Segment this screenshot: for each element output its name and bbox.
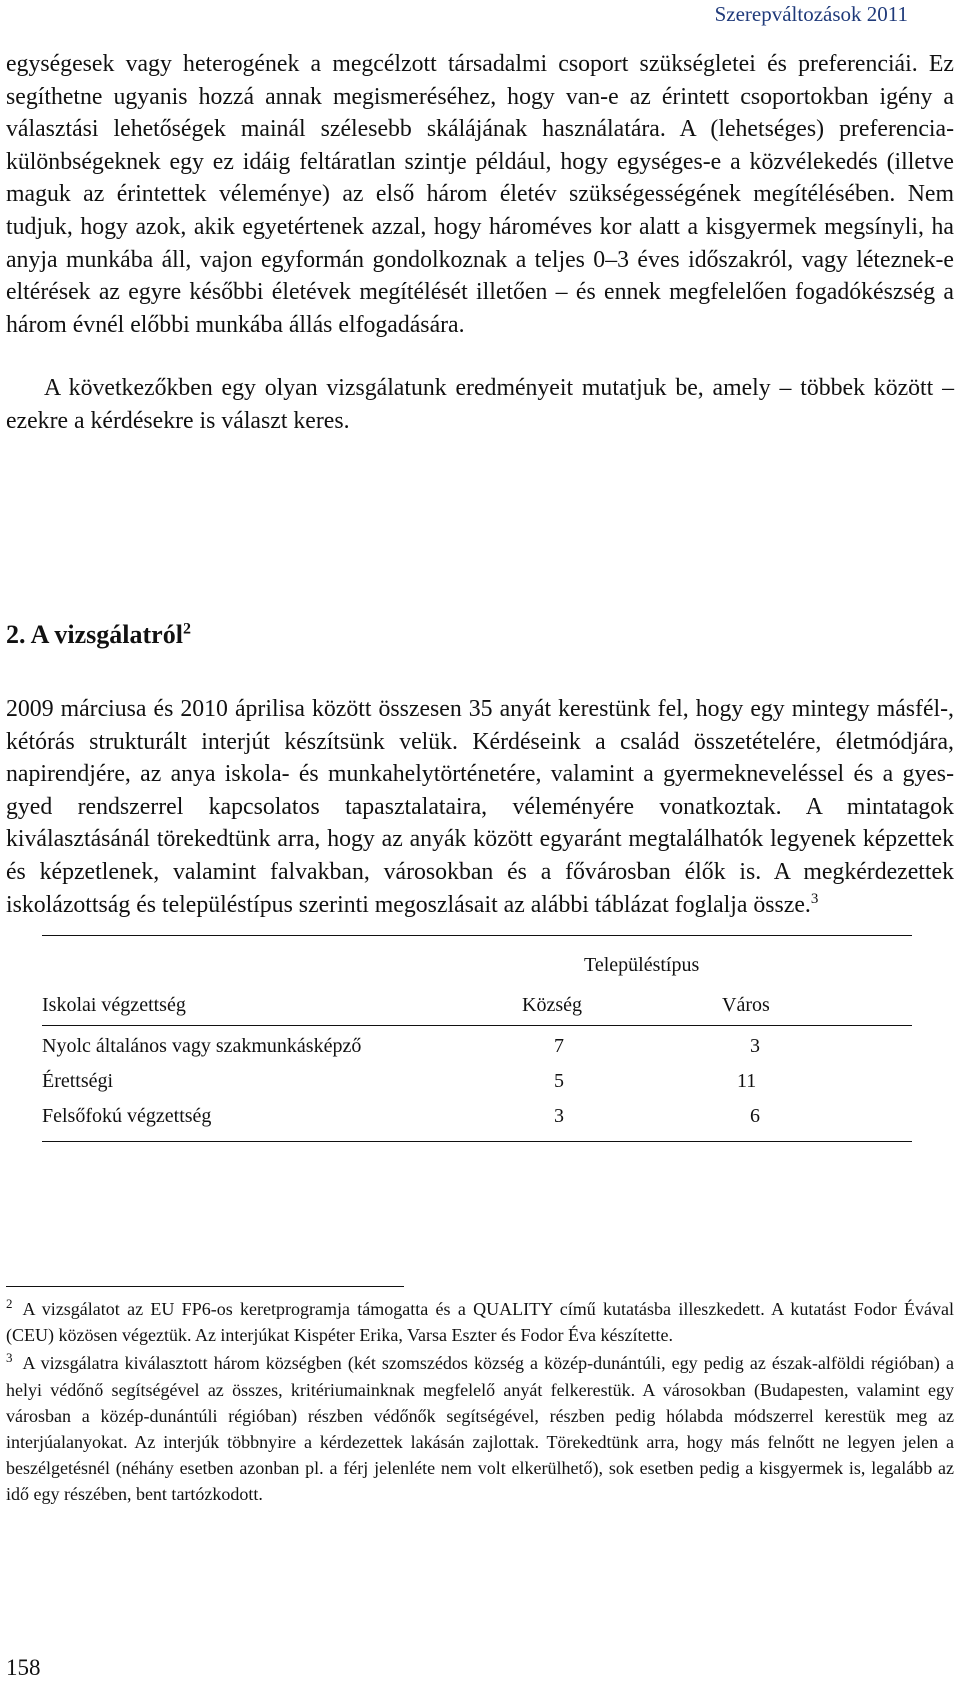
intro-paragraph-2: A következőkben egy olyan vizsgálatunk eredményeit mutatjuk be, amely – többek között – ezekre a kérdésekre is választ keres.	[6, 375, 954, 434]
footnote-ref-2[interactable]: 2	[182, 620, 191, 638]
footnote-text: A vizsgálatot az EU FP6-os keretprogramja támogatta és a QUALITY című kutatásba illeszkedett. A kutatást Fodor Évával (CEU) közösen végeztük. Az interjúkat Kispéter Erika, Varsa Eszter és Fodor Éva készítette.	[6, 1299, 954, 1346]
table-cell-kozseg: 3	[554, 1105, 564, 1127]
table-top-rule	[42, 935, 912, 936]
footnote-number: 3	[6, 1350, 13, 1366]
table-cell-varos: 6	[750, 1105, 760, 1127]
table-row-header: Iskolai végzettség	[42, 994, 186, 1016]
table-row-label: Felsőfokú végzettség	[42, 1105, 212, 1127]
column-header-kozseg: Község	[522, 994, 582, 1016]
section-heading: 2. A vizsgálatról$^2$	[6, 620, 191, 649]
table-cell-kozseg: 7	[554, 1035, 564, 1057]
footnote-text: A vizsgálatra kiválasztott három községben (két szomszédos község a közép-dunántúli, egy pedig az észak-alföldi régióban) a helyi védőnő segítségével az összes, kritériumainknak megfelelő anyát felkerestük. A városokban (Budapesten, valamint egy városban a közép-dunántúli régióban) részben védőnők segítségével, részben pedig hólabda módszerrel kerestük meg az interjúalanyokat. Az interjúk többnyire a kérdezettek lakásán zajlottak. Törekedtünk arra, hogy más felnőtt ne legyen jelen a beszélgetésnél (néhány esetben azonban pl. a férj jelenléte nem volt elkerülhető), sok esetben pedig a kisgyermek is, legalább az idő egy részében, bent tartózkodott.	[6, 1353, 954, 1505]
section-paragraph: 2009 márciusa és 2010 áprilisa között összesen 35 anyát kerestünk fel, hogy egy mintegy másfél-, kétórás strukturált interjút készítsünk velük. Kérdéseink a család összetételére, életmódjára, napirendjére, az anya iskola- és munkahelytörténetére, valamint a gyermekneveléssel és a gyes-gyed rendszerrel kapcsolatos tapasztalataira, véleményére vonatkoztak. A mintatagok kiválasztásánál törekedtünk arra, hogy az anyák között egyaránt megtalálhatók legyenek képzettek és képzetlenek, valamint falvakban, városokban és a fővárosban élők is. A megkérdezettek iskolázottság és településtípus szerinti megoszlásait az alábbi táblázat foglalja össze.$^3$	[6, 696, 954, 918]
table-row-label: Nyolc általános vagy szakmunkásképző	[42, 1035, 362, 1057]
footnote	[6, 1350, 954, 1507]
footnote-number: 2	[6, 1296, 13, 1311]
footnotes	[6, 1296, 954, 1510]
table-row-label: Érettségi	[42, 1070, 114, 1092]
table-bottom-rule	[42, 1141, 912, 1142]
table-header-rule	[42, 1025, 912, 1026]
table-cell-kozseg: 5	[554, 1070, 564, 1092]
intro-paragraph: egységesek vagy heterogének a megcélzott társadalmi csoport szükségletei és preferenciái. Ez segíthetne ugyanis hozzá annak megismeréséhez, hogy van-e az érintett csoportokban igény a választási lehetőségek mainál szélesebb skálájának használatára. A (lehetséges) preferencia-különbségeknek egy ez idáig feltáratlan szintje például, hogy egységes-e a közvélekedés (illetve maguk az érintettek véleménye) az első három életév szükségességének megítélésében. Nem tudjuk, hogy azok, akik egyetértenek azzal, hogy hároméves kor alatt a kisgyermek megsínyli, ha anyja munkába áll, vajon egyformán gondolkoznak a teljes 0–3 éves időszakról, vagy léteznek-e eltérések az egyre későbbi életévek megítélését illetően – és ennek megfelelően fogadókészség a három évnél előbbi munkába állás elfogadására.	[6, 51, 954, 338]
footnote-ref-3[interactable]: 3	[810, 890, 819, 907]
table-cell-varos: 11	[737, 1070, 757, 1092]
table-cell-varos: 3	[750, 1035, 760, 1057]
column-header-varos: Város	[722, 994, 770, 1016]
footnote	[6, 1296, 954, 1348]
table-group-header: Településtípus	[584, 954, 700, 976]
running-header: Szerepváltozások 2011	[714, 2, 908, 26]
page-number: 158	[6, 1655, 41, 1680]
footnote-separator	[6, 1286, 404, 1287]
